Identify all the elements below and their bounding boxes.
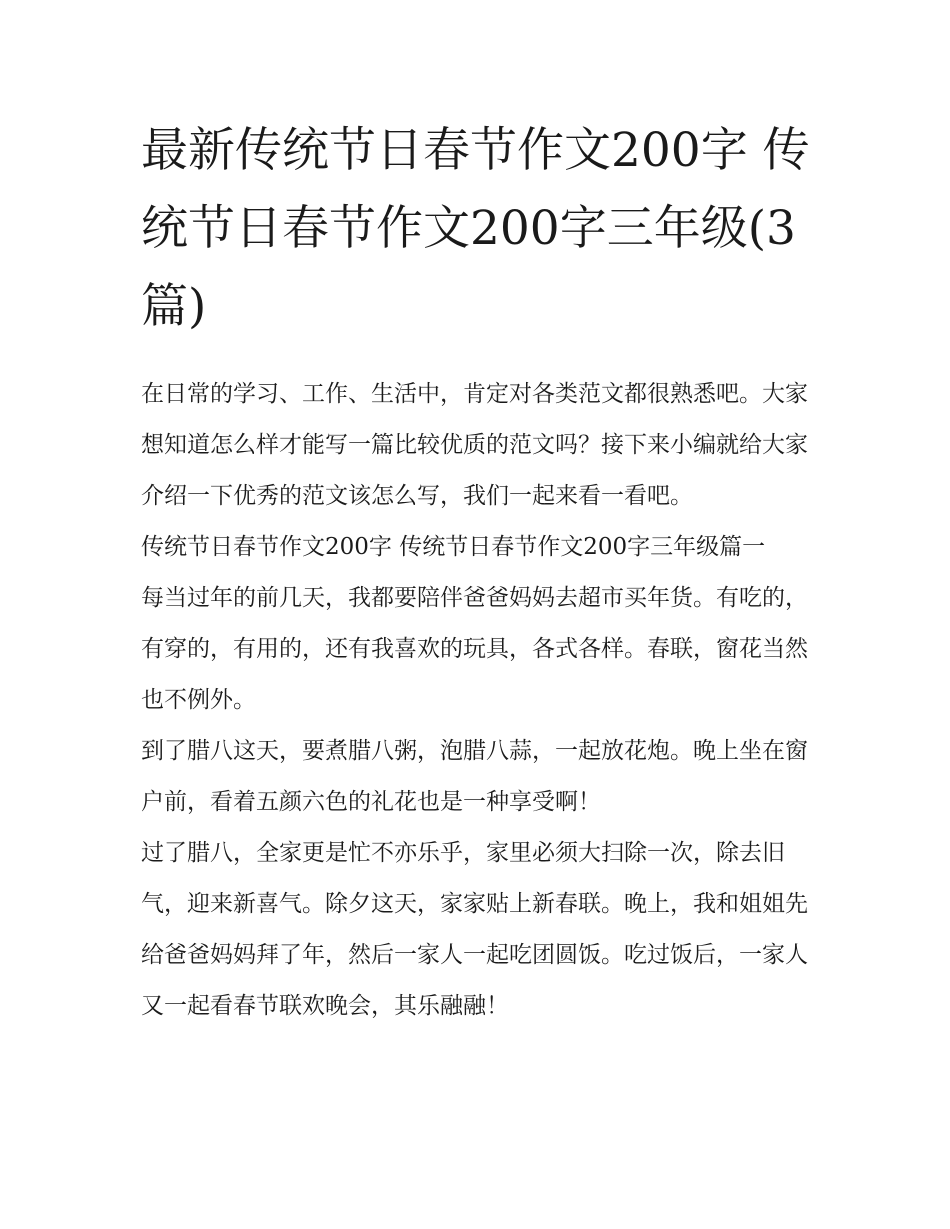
section-heading: 传统节日春节作文200字 传统节日春节作文200字三年级篇一 xyxy=(141,534,766,560)
document-page xyxy=(141,112,813,1032)
body-paragraph: 过了腊八，全家更是忙不亦乐乎，家里必须大扫除一次，除去旧气，迎来新喜气。除夕这天，家家贴上新春联。晚上，我和姐姐先给爸爸妈妈拜了年，然后一家人一起吃团圆饭。吃过饭后，一家人又一起看春节联欢晚会，其乐融融！ xyxy=(141,840,808,1019)
intro-paragraph: 在日常的学习、工作、生活中，肯定对各类范文都很熟悉吧。大家想知道怎么样才能写一篇比较优质的范文吗？接下来小编就给大家介绍一下优秀的范文该怎么写，我们一起来看一看吧。 xyxy=(141,381,808,509)
document-title: 最新传统节日春节作文200字 传统节日春节作文200字三年级(3篇) xyxy=(141,123,810,334)
document-body xyxy=(141,369,813,1032)
body-paragraph: 到了腊八这天，要煮腊八粥，泡腊八蒜，一起放花炮。晚上坐在窗户前，看着五颜六色的礼花也是一种享受啊！ xyxy=(141,738,808,815)
body-paragraph: 每当过年的前几天，我都要陪伴爸爸妈妈去超市买年货。有吃的，有穿的，有用的，还有我喜欢的玩具，各式各样。春联，窗花当然也不例外。 xyxy=(141,585,808,713)
